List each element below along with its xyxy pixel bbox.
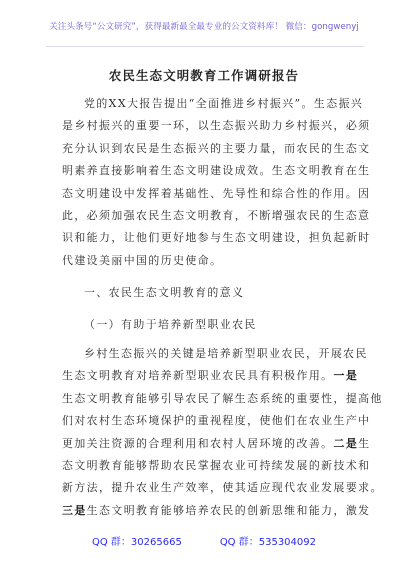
qq-group-1: QQ 群：30265665 [91,537,182,548]
paragraph-line: 更加关注资源的合理利用和农村人居环境的改善。二是生 [62,436,371,450]
header-banner [0,20,408,32]
paragraph-line: 态文明建设中发挥着基础性、先导性和综合性的作用。因 [62,186,371,200]
paragraph-line: 生态文明教育能够引导农民了解生态系统的重要性，提高他 [62,391,383,405]
paragraph-line: 态文明教育能够帮助农民掌握农业可持续发展的新技术和 [62,459,371,473]
paragraph-line: 乡村生态振兴的关键是培养新型职业农民，开展农民 [84,347,368,361]
paragraph-line: 们对农村生态环境保护的重视程度，使他们在农业生产中 [62,414,371,428]
emphasis-marker: 一是 [333,369,359,383]
emphasis-marker: 三是 [62,503,87,517]
header-divider [46,46,364,47]
paragraph-line: 是乡村振兴的重要一环，以生态振兴助力乡村振兴，必须 [62,119,371,133]
document-title: 农民生态文明教育工作调研报告 [108,68,300,83]
paragraph-line: 识和能力，让他们更好地参与生态文明建设，担负起新时 [62,231,371,245]
document-body [62,93,383,522]
emphasis-marker: 二是 [333,436,359,450]
paragraph-line: 新方法，提升农业生产效率，使其适应现代农业发展要求。 [62,481,383,495]
paragraph-line: 代建设美丽中国的历史使命。 [62,253,223,267]
paragraph-line: 生态文明教育对培养新型职业农民具有积极作用。一是 [62,369,359,383]
subsection-heading: （一）有助于培养新型职业农民 [84,318,257,332]
paragraph-line: 明素养直接影响着生态文明建设成效。生态文明教育在生 [62,164,371,178]
header-text: 关注头条号“公文研究”，获得最新最全最专业的公文资料库！ 微信：gongwenyj [49,22,359,32]
paragraph-line: 三是生态文明教育能够培养农民的创新思维和能力，激发 [62,503,371,517]
paragraph-line: 充分认识到农民是生态振兴的主要力量，而农民的生态文 [62,141,371,155]
section-heading: 一、农民生态文明教育的意义 [84,285,245,299]
paragraph-line: 党的XX大报告提出“全面推进乡村振兴”。生态振兴 [84,97,364,110]
paragraph-line: 此，必须加强农民生态文明教育，不断增强农民的生态意 [62,208,371,222]
footer-banner [0,533,408,548]
qq-group-2: QQ 群：535304092 [219,537,316,548]
